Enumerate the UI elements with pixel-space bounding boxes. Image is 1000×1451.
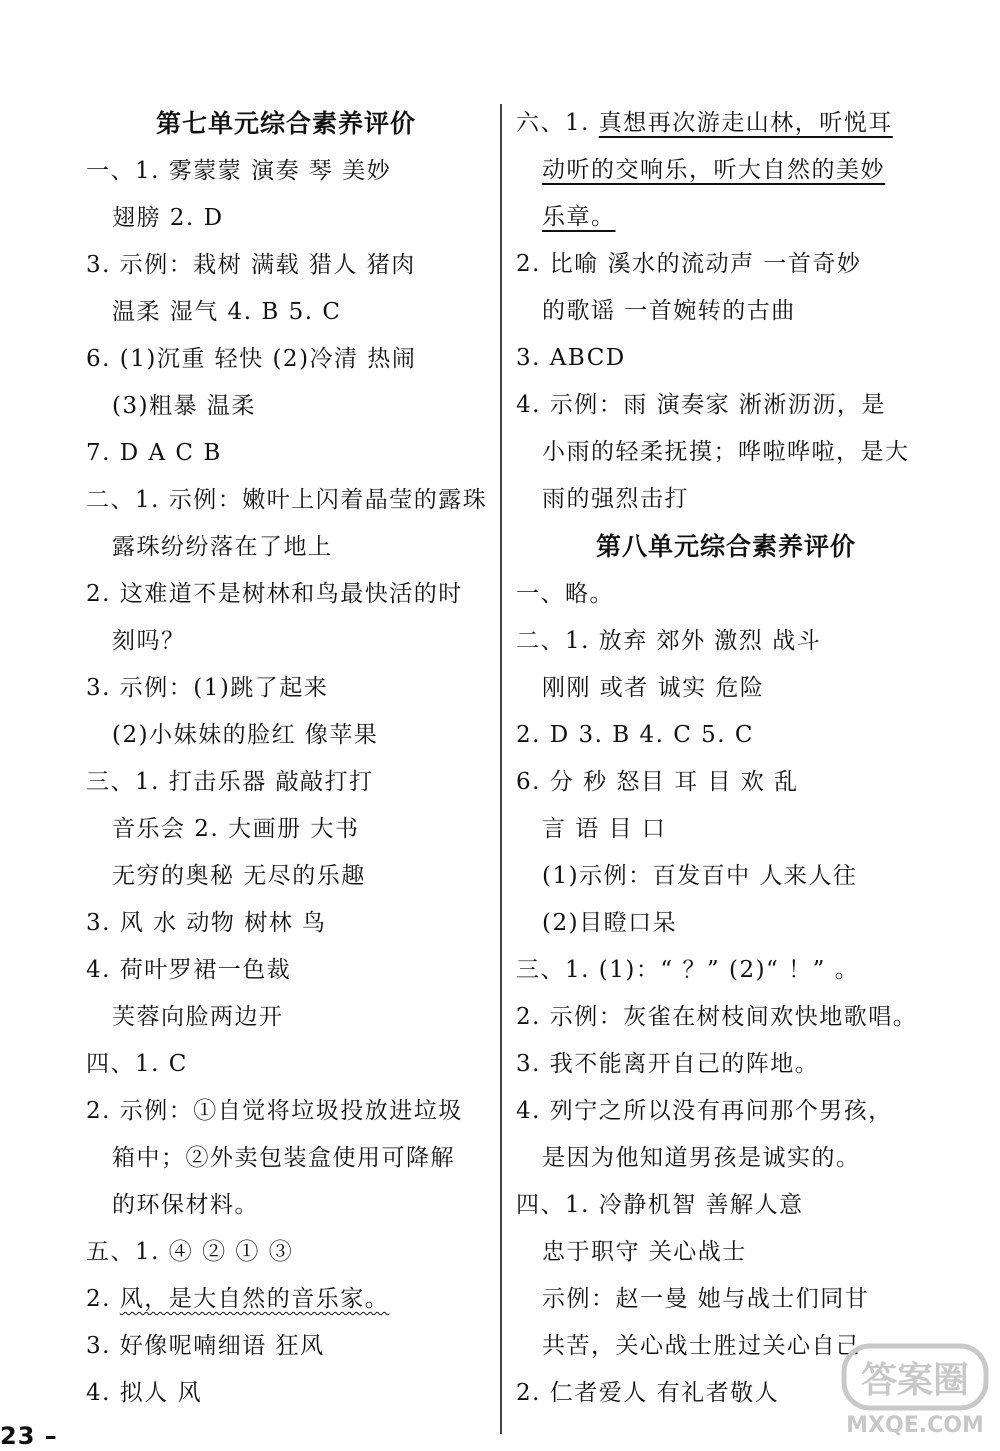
answer-line: 3. 风 水 动物 树林 鸟 xyxy=(86,910,327,936)
answer-line: 的环保材料。 xyxy=(112,1192,259,1218)
answer-line: 示例：赵一曼 她与战士们同甘 xyxy=(542,1286,870,1312)
wavy-underlined-answer: 风，是大自然的音乐家。 xyxy=(119,1286,390,1312)
answer-line xyxy=(516,147,936,194)
answer-line: 2. 比喻 溪水的流动声 一首奇妙 xyxy=(516,251,862,277)
answer-line: 4. 荷叶罗裙一色裁 xyxy=(86,957,292,983)
answer-line: 3. 示例：(1)跳了起来 xyxy=(86,675,329,701)
answer-line: 是因为他知道男孩是诚实的。 xyxy=(542,1145,861,1171)
answer-line: 2. 这难道不是树林和鸟最快活的时 xyxy=(86,581,463,607)
page-number: 23 – xyxy=(0,1422,58,1450)
answer-line: 三、1. (1)：“ ？” (2)“ ！” 。 xyxy=(516,957,860,983)
item-number: 六、1. xyxy=(516,110,599,136)
answer-line: 温柔 湿气 4. B 5. C xyxy=(112,299,342,325)
answer-line: 3. 好像呢喃细语 狂风 xyxy=(86,1333,325,1359)
answer-line xyxy=(86,1276,486,1323)
answer-line: (2)目瞪口呆 xyxy=(542,910,678,936)
answer-line: 刻吗？ xyxy=(112,628,186,654)
answer-line: 的歌谣 一首婉转的古曲 xyxy=(542,298,796,324)
answer-line: 2. 示例：灰雀在树枝间欢快地歌唱。 xyxy=(516,1004,918,1030)
underlined-answer: 真想再次游走山林，听悦耳 xyxy=(598,110,893,136)
answer-line: 四、1. C xyxy=(86,1051,188,1077)
answer-line xyxy=(516,100,936,147)
answer-line: 刚刚 或者 诚实 危险 xyxy=(542,675,765,701)
answer-line: 雨的强烈击打 xyxy=(542,486,689,512)
unit8-title: 第八单元综合素养评价 xyxy=(595,532,856,561)
answer-line: 言 语 目 口 xyxy=(542,816,667,842)
answer-line: 3. 我不能离开自己的阵地。 xyxy=(516,1051,820,1077)
answer-line: 二、1. 放弃 郊外 激烈 战斗 xyxy=(516,628,822,654)
answer-line: 2. D 3. B 4. C 5. C xyxy=(516,722,754,748)
answer-line: 一、略。 xyxy=(516,581,614,607)
answer-line: 3. 示例：栽树 满载 猎人 猪肉 xyxy=(86,252,416,278)
answer-line: 翅膀 2. D xyxy=(112,205,224,231)
answer-line: 6. (1)沉重 轻快 (2)冷清 热闹 xyxy=(86,346,417,372)
answer-line: 小雨的轻柔抚摸；哗啦哗啦，是大 xyxy=(542,439,910,465)
right-column xyxy=(516,100,936,1417)
answer-line: 二、1. 示例：嫩叶上闪着晶莹的露珠 xyxy=(86,487,488,513)
answer-line: 3. ABCD xyxy=(516,345,626,371)
watermark-url: MXQE.COM xyxy=(846,1413,984,1438)
answer-line: 四、1. 冷静机智 善解人意 xyxy=(516,1192,804,1218)
column-divider xyxy=(500,104,502,1434)
answer-line: (2)小妹妹的脸红 像苹果 xyxy=(112,722,379,748)
underlined-answer: 动听的交响乐，听大自然的美妙 xyxy=(542,157,885,183)
watermark-logo xyxy=(840,1340,990,1440)
answer-line: 4. 示例：雨 演奏家 淅淅沥沥，是 xyxy=(516,392,886,418)
watermark-text: 答案圈 xyxy=(860,1360,970,1401)
answer-line: (1)示例：百发百中 人来人往 xyxy=(542,863,858,889)
answer-line: 无穷的奥秘 无尽的乐趣 xyxy=(112,863,366,889)
item-number: 2. xyxy=(86,1286,120,1312)
answer-line: 共苦，关心战士胜过关心自己 xyxy=(542,1333,861,1359)
answer-line: 忠于职守 关心战士 xyxy=(542,1239,747,1265)
answer-line: 2. 仁者爱人 有礼者敬人 xyxy=(516,1380,780,1406)
answer-line: 箱中；②外卖包装盒使用可降解 xyxy=(112,1145,455,1171)
answer-line: 2. 示例：①自觉将垃圾投放进垃圾 xyxy=(86,1098,463,1124)
answer-line: 6. 分 秒 怒目 耳 目 欢 乱 xyxy=(516,769,799,795)
answer-line: 一、1. 雾蒙蒙 演奏 琴 美妙 xyxy=(86,158,392,184)
underlined-answer: 乐章。 xyxy=(542,204,616,230)
answer-line: 7. D A C B xyxy=(86,440,222,466)
unit7-title: 第七单元综合素养评价 xyxy=(155,109,416,138)
answer-line xyxy=(516,194,936,241)
answer-line: 4. 列宁之所以没有再问那个男孩， xyxy=(516,1098,893,1124)
left-column xyxy=(86,100,486,1417)
answer-line: 4. 拟人 风 xyxy=(86,1380,203,1406)
answer-line: 芙蓉向脸两边开 xyxy=(112,1004,284,1030)
answer-line: (3)粗暴 温柔 xyxy=(112,393,256,419)
answer-line: 音乐会 2. 大画册 大书 xyxy=(112,816,360,842)
answer-line: 三、1. 打击乐器 敲敲打打 xyxy=(86,769,374,795)
answer-line: 露珠纷纷落在了地上 xyxy=(112,534,333,560)
answer-line: 五、1. ④ ② ① ③ xyxy=(86,1239,294,1265)
